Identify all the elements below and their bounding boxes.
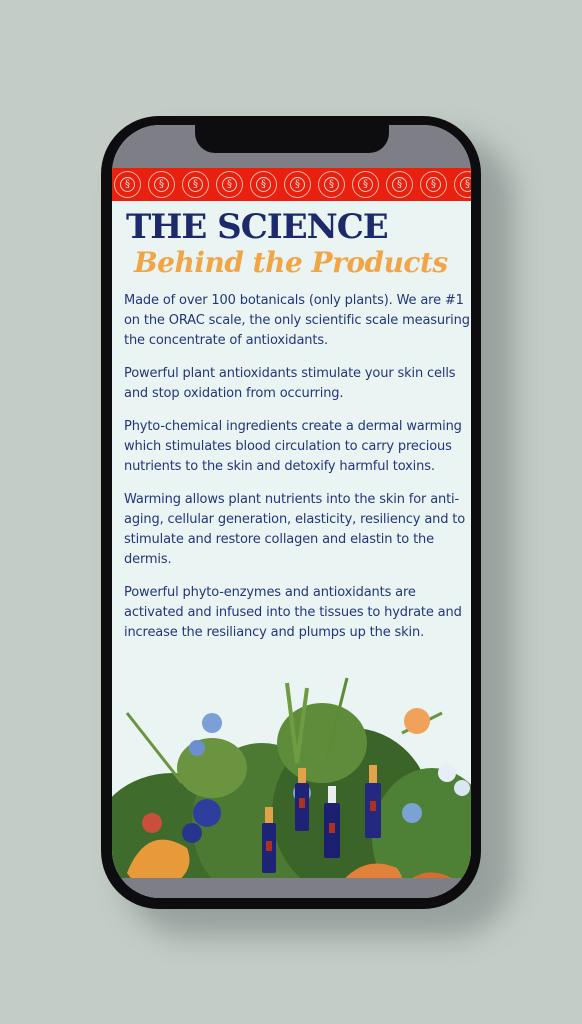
paragraph-warming: Warming allows plant nutrients into the skin for anti-aging, cellular generation, elasticity, resiliency and to stimulate and restore collagen and elastin to the dermis. — [124, 492, 466, 567]
serpent-medallion-icon: § — [216, 171, 243, 198]
page-subtitle: Behind the Products — [134, 246, 448, 279]
phone-screen[interactable] — [112, 125, 471, 898]
paragraph-phyto-chemical: Phyto-chemical ingredients create a dermal warming which stimulates blood circulation to carry precious nutrients to the skin and detoxify harmful toxins. — [124, 419, 462, 474]
serpent-medallion-icon: § — [148, 171, 175, 198]
serpent-medallion-icon: § — [420, 171, 447, 198]
serpent-medallion-icon: § — [386, 171, 413, 198]
phone-notch — [195, 125, 389, 153]
serpent-medallion-icon: § — [352, 171, 379, 198]
serpent-medallion-icon: § — [318, 171, 345, 198]
botanical-products-image — [112, 673, 471, 898]
page-title: THE SCIENCE — [126, 207, 388, 247]
decorative-pattern-band — [112, 168, 471, 201]
serpent-medallion-icon: § — [114, 171, 141, 198]
serpent-medallion-icon: § — [182, 171, 209, 198]
botanical-arrangement-illustration — [112, 673, 471, 898]
science-description — [124, 291, 471, 656]
serpent-medallion-icon: § — [250, 171, 277, 198]
serpent-medallion-icon: § — [454, 171, 471, 198]
serpent-medallion-icon: § — [284, 171, 311, 198]
paragraph-antioxidants: Powerful plant antioxidants stimulate your skin cells and stop oxidation from occurring. — [124, 366, 456, 401]
paragraph-orac: Made of over 100 botanicals (only plants). We are #1 on the ORAC scale, the only scientific scale measuring the concentrate of antioxidants. — [124, 293, 470, 348]
paragraph-phyto-enzymes: Powerful phyto-enzymes and antioxidants are activated and infused into the tissues to hydrate and increase the resiliancy and plumps up the skin. — [124, 585, 462, 640]
home-indicator-bar — [112, 878, 471, 898]
